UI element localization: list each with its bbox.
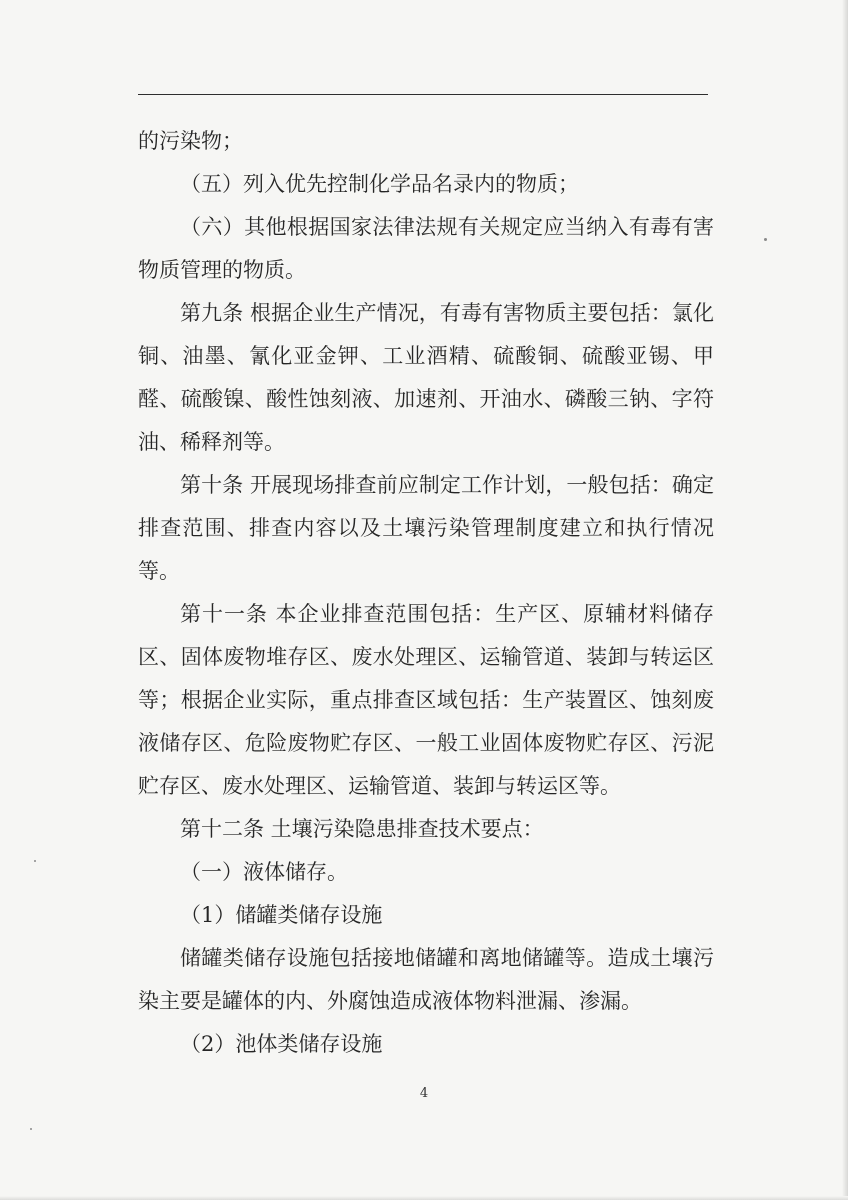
paragraph-pool-storage-heading: （2）池体类储存设施 [180,1032,383,1056]
paragraph-tank-storage-heading: （1）储罐类储存设施 [180,903,383,927]
paragraph-liquid-storage: （一）液体储存。 [180,860,348,884]
paragraph-article-12: 第十二条 土壤污染隐患排查技术要点： [180,817,544,841]
scan-speck [764,238,767,241]
paragraph-item-6: （六）其他根据国家法律法规有关规定应当纳入有毒有害物质管理的物质。 [138,215,714,282]
paragraph-continuation: 的污染物； [138,129,243,153]
scan-speck [30,1128,32,1130]
paragraph-item-5: （五）列入优先控制化学品名录内的物质； [180,172,579,196]
document-body [138,120,714,1066]
paragraph-article-10: 第十条 开展现场排查前应制定工作计划，一般包括：确定排查范围、排查内容以及土壤污染管理制度建立和执行情况等。 [138,473,714,583]
scan-speck [34,860,36,862]
paragraph-article-9: 第九条 根据企业生产情况，有毒有害物质主要包括：氯化铜、油墨、氰化亚金钾、工业酒精、硫酸铜、硫酸亚锡、甲醛、硫酸镍、酸性蚀刻液、加速剂、开油水、磷酸三钠、字符油、稀释剂等。 [138,301,714,454]
page-number: 4 [419,1086,429,1101]
paragraph-article-11: 第十一条 本企业排查范围包括：生产区、原辅材料储存区、固体废物堆存区、废水处理区、运输管道、装卸与转运区等；根据企业实际，重点排查区域包括：生产装置区、蚀刻废液储存区、危险废物贮存区、一般工业固体废物贮存区、污泥贮存区、废水处理区、运输管道、装卸与转运区等。 [138,602,714,798]
page-edge-shadow [0,1196,848,1200]
header-rule [138,94,708,95]
paragraph-tank-storage-body: 储罐类储存设施包括接地储罐和离地储罐等。造成土壤污染主要是罐体的内、外腐蚀造成液体物料泄漏、渗漏。 [138,946,714,1013]
page-edge-shadow [842,0,848,1200]
